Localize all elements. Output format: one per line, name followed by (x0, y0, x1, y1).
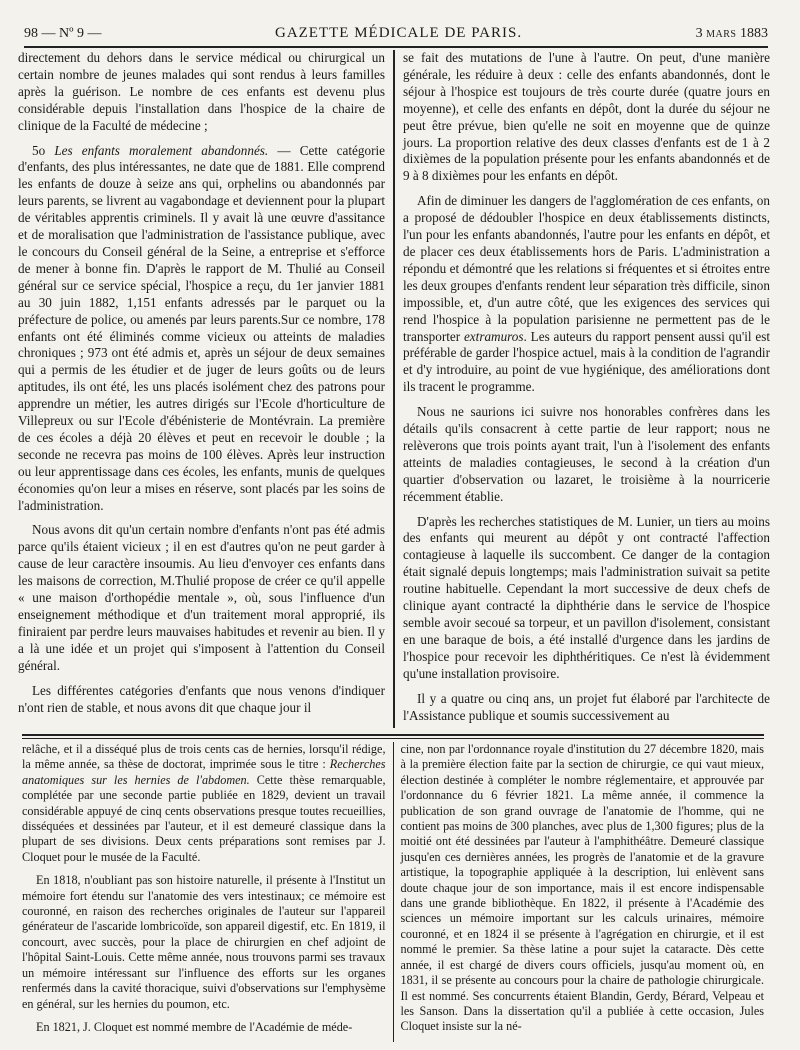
paragraph: Les différentes catégories d'enfants que nous venons d'indiquer n'ont rien de stable, et nous avons dit que chaque jour il (18, 682, 385, 715)
issue-date: 3 MARS 1883 (695, 26, 768, 41)
paragraph: Il y a quatre ou cinq ans, un projet fut élaboré par l'architecte de l'Assistance publique et soumis successivement au (403, 690, 770, 723)
paragraph: se fait des mutations de l'une à l'autre. On peut, d'une manière générale, les réduire à deux : celle des enfants abandonnés, dont le séjour à l'hospice est toujours de très courte durée (quatre jours en moyenne), et celle des enfants en dépôt, dont la durée du séjour ne peut être prévue, bien qu'elle ne soit en moyenne que de quinze jours. La proportion relative des deux classes d'enfants est de 1 à 2 dixièmes de la population présente pour les enfants abandonnés et de 9 à 8 dixièmes pour les enfants en dépôt. (403, 50, 770, 184)
paragraph: D'après les recherches statistiques de M. Lunier, un tiers au moins des enfants qui meurent au dépôt y ont contracté l'affection contagieuse à laquelle ils succombent. Ce danger de la contagion était signalé depuis longtemps; mais l'administration suivait sa petite routine habituelle. Cependant la mort successive de deux chefs de clinique ayant contracté la diphthérie dans le service de l'hospice semble avoir secoué sa torpeur, et un pavillon d'isolement, consistant en une baraque de bois, a été installé d'urgence dans les jardins de l'hospice pour recevoir les diphthéritiques. Ce n'est là évidemment qu'une installation provisoire. (403, 513, 770, 681)
top-left-column (18, 50, 393, 728)
paragraph: cine, non par l'ordonnance royale d'institution du 27 décembre 1820, mais à la première élection faite par la section de chirurgie, ce qui vaut mieux, élection destinée à compléter le nombre réglementaire, et approuvée par l'ordonnance du 6 février 1821. La même année, il commence la publication de son grand ouvrage de l'anatomie de l'homme, qui ne contient pas moins de 300 planches, avec plus de 1,300 figures; plus de la moitié ont été dessinées par l'auteur à l'amphithéâtre. Demeuré classique jusqu'en ces dernières années, les progrès de l'anatomie et de la gravure artistique, la topographie appliquée à la description, lui enlèvent sans doute chaque jour de son importance, mais il est encore indispensable dans une grande bibliothèque. En 1822, il présente à l'Académie des sciences un mémoire important sur les calculs urinaires, mémoire couronné, et en 1824 il se présente à l'agrégation en chirurgie, et il est nommé le premier. Sa thèse latine a pour sujet la cataracte. Dès cette année, il est chargé de divers cours officiels, jusqu'au moment où, en 1831, il se présente au concours pour la chaire de pathologie chirurgicale. Il est nommé. Ses concurrents étaient Blandin, Gerdy, Bérard, Velpeau et les Sanson. Dans la dissertation qu'il a publiée à cette occasion, Jules Cloquet insiste sur la né- (400, 742, 764, 1034)
page-header (24, 16, 768, 48)
paragraph: En 1818, n'oubliant pas son histoire naturelle, il présente à l'Institut un mémoire fort étendu sur l'anatomie des vers intestinaux; ce mémoire est couronné, en raison des recherches originales de l'auteur sur l'appareil générateur de l'ascaride lombricoïde, son appareil digestif, etc. En 1819, il concourt, avec succès, pour la place de chirurgien en chef adjoint de l'hôpital Saint-Louis. Cette même année, nous trouvons parmi ses travaux un mémoire intéressant sur l'influence des efforts sur les organes renfermés dans la cavité thoracique, suivi d'observations sur l'emphysème en général, sur les hernies du poumon, etc. (22, 873, 386, 1011)
paragraph: Nous ne saurions ici suivre nos honorables confrères dans les détails qu'ils consacrent à cette partie de leur rapport; nous ne relèverons que trois points ayant trait, l'un à l'isolement des enfants atteints de maladies contagieuses, le second à la création d'un quartier d'observation ou lazaret, le troisième à la nourricerie récemment établie. (403, 404, 770, 504)
page-number: 98 — Nº 9 — (24, 26, 102, 41)
journal-title: GAZETTE MÉDICALE DE PARIS. (274, 25, 523, 41)
paragraph: 5o Les enfants moralement abandonnés. — Cette catégorie d'enfants, des plus intéressantes, ne date que de 1881. Elle comprend les enfants de douze à seize ans qui, orphelins ou abandonnés par leurs parents, se livrent au vagabondage et deviennent pour la plupart de véritables apprentis criminels. Il y avait là une œuvre d'assitance et de moralisation que l'administration de l'assistance publique, avec le concours du Conseil général de la Seine, a entreprise et s'efforce de mener à bonne fin. D'après le rapport de M. Thulié au Conseil général sur ce service spécial, l'hospice a reçu, du 1er janvier 1881 au 30 juin 1882, 1,151 enfants adressés par le parquet ou la préfecture de police, ou amenés par leurs parents.Sur ce nombre, 178 enfants ont été éliminés comme vicieux ou atteints de maladies chroniques ; 973 ont été admis et, après un séjour de deux semaines qui a permis de les étudier et de juger de leurs goûts ou de leurs aptitudes, ils ont été, les uns placés isolément chez des patrons pour apprendre un métier, les autres dirigés sur l'Ecole d'horticulture de Villepreux ou sur l'Ecole d'ébénisterie de Montévrain. La première de ces écoles a déjà 20 élèves et peut en recevoir le double ; la seconde ne recevra pas moins de 100 élèves. Après leur instruction ou leur apprentissage dans ces écoles, les enfants, munis de quelques économies qu'on leur a mises en réserve, sont placés par les soins de l'administration. (18, 142, 386, 513)
paragraph: relâche, et il a disséqué plus de trois cents cas de hernies, lorsqu'il rédige, la même année, sa thèse de doctorat, imprimée sous le titre : Recherches anatomiques sur les hernies de l'abdomen. Cette thèse remarquable, complétée par une seconde partie publiée en 1829, devient un travail considérable appuyé de cinq cents observations presque toutes recueillies, disséquées et dessinées par l'auteur, et il est demeuré classique dans la plupart de ses divisions. Deux cents préparations sont remises par J. Cloquet pour le musée de la Faculté. (22, 742, 386, 864)
top-article (18, 50, 770, 728)
section-divider (22, 734, 764, 739)
paragraph: Afin de diminuer les dangers de l'agglomération de ces enfants, on a proposé de dédoubler l'hospice en deux établissements distincts, l'un pour les enfants abandonnés, l'autre pour les enfants en dépôt, et de placer ces deux établissements hors de Paris. L'administration a répondu et démontré que les relations si fréquentes et si étroites entre les deux groupes d'enfants rendent leur séparation très difficile, sinon impossible, et, d'un autre côté, que les exigences des services qui rend l'hospice à la population parisienne ne permettent pas de le transporter extramuros. Les auteurs du rapport pensent aussi qu'il est préférable de garder l'hospice actuel, mais à la condition de l'agrandir et d'y introduire, au point de vue hygiénique, des améliorations dont ils tracent le programme. (403, 193, 770, 395)
paragraph: Nous avons dit qu'un certain nombre d'enfants n'ont pas été admis parce qu'ils étaient vicieux ; il en est d'autres qu'on ne peut garder à cause de leur caractère insoumis. Au lieu d'envoyer ces enfants dans les maisons de correction, M.Thulié propose de créer ce qu'il appelle « une maison d'orthopédie mentale », où, sous l'influence d'un enseignement méthodique et d'un traitement moral approprié, ils finiraient par perdre leurs mauvaises habitudes et revenir au bien. Il y a là une idée et un projet qui s'imposent à l'attention du Conseil général. (18, 522, 385, 673)
top-right-column (395, 50, 770, 728)
bottom-feuilleton (22, 742, 764, 1042)
bottom-left-column (22, 742, 393, 1042)
bottom-right-column (394, 742, 765, 1042)
paragraph: En 1821, J. Cloquet est nommé membre de l'Académie de méde- (36, 1019, 353, 1034)
paragraph: directement du dehors dans le service médical ou chirurgical un certain nombre de jeunes malades qui sont rendus à leurs familles après la guérison. Le nombre de ces enfants est devenu plus considérable depuis l'installation dans l'hospice de la chaire de clinique de la Faculté de médecine ; (18, 50, 385, 133)
